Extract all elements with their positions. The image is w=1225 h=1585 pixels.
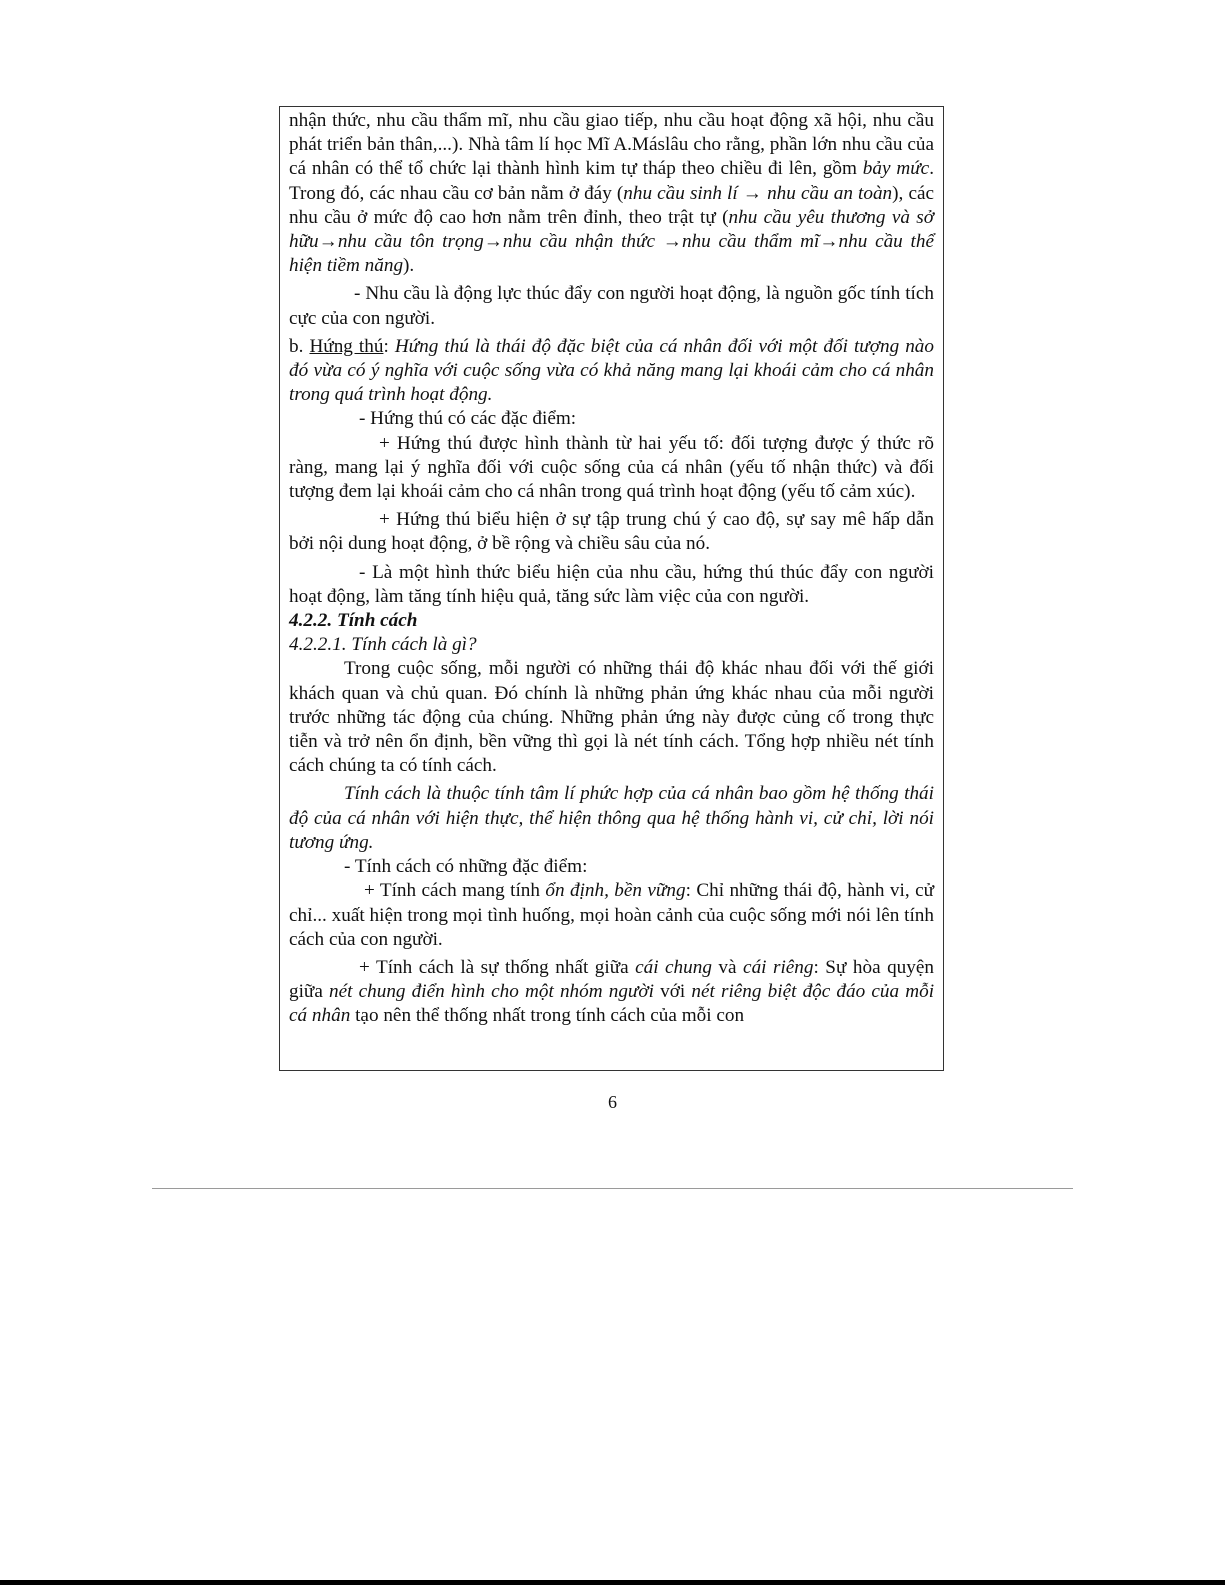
- paragraph-maslow: nhận thức, nhu cầu thẩm mĩ, nhu cầu giao tiếp, nhu cầu hoạt động xã hội, nhu cầu phát triển bản thân,...). Nhà tâm lí học Mĩ A.Máslâu cho rằng, phần lớn nhu cầu của cá nhân có thể tổ chức lại thành hình kim tự tháp theo chiều đi lên, gồm bảy mức. Trong đó, các nhau cầu cơ bản nằm ở đáy (nhu cầu sinh lí → nhu cầu an toàn), các nhu cầu ở mức độ cao hơn nằm trên đỉnh, theo trật tự (nhu cầu yêu thương và sở hữu→nhu cầu tôn trọng→nhu cầu nhận thức →nhu cầu thẩm mĩ→nhu cầu thể hiện tiềm năng).: [289, 110, 935, 277]
- paragraph-character-definition: Tính cách là thuộc tính tâm lí phức hợp của cá nhân bao gồm hệ thống thái độ của cá nhân với hiện thực, thể hiện thông qua hệ thống hành vi, cử chỉ, lời nói tương ứng.: [289, 783, 934, 853]
- paragraph-character-stability: + Tính cách mang tính ổn định, bền vững: Chỉ những thái độ, hành vi, cử chỉ... xuất hiện trong mọi tình huống, mọi hoàn cảnh của cuộc sống mới nói lên tính cách của con người.: [289, 880, 934, 950]
- section-heading: 4.2.2. Tính cách: [289, 610, 418, 632]
- paragraph-character-features: - Tính cách có những đặc điểm:: [344, 856, 588, 878]
- paragraph-interest-features: - Hứng thú có các đặc điểm:: [359, 408, 577, 430]
- paragraph-interest-factors: + Hứng thú được hình thành từ hai yếu tố: đối tượng được ý thức rõ ràng, mang lại ý nghĩa đối với cuộc sống của cá nhân (yếu tố nhận thức) và đối tượng đem lại khoái cảm cho cá nhân trong quá trình hoạt động (yếu tố cảm xúc).: [289, 432, 934, 503]
- text-frame: [279, 106, 944, 1071]
- paragraph-interest-role: - Là một hình thức biểu hiện của nhu cầu, hứng thú thúc đẩy con người hoạt động, làm tăng tính hiệu quả, tăng sức làm việc của con người.: [289, 561, 934, 607]
- paragraph-character-unity: + Tính cách là sự thống nhất giữa cái chung và cái riêng: Sự hòa quyện giữa nét chung điển hình cho một nhóm người với nét riêng biệt độc đáo của mỗi cá nhân tạo nên thể thống nhất trong tính cách của mỗi con: [289, 956, 935, 1027]
- interest-term: Hứng thú: [309, 335, 384, 357]
- subsection-heading: 4.2.2.1. Tính cách là gì?: [289, 634, 477, 656]
- paragraph-need-motivation: - Nhu cầu là động lực thúc đẩy con người hoạt động, là nguồn gốc tính tích cực của con người.: [289, 283, 934, 329]
- paragraph-interest-expression: + Hứng thú biểu hiện ở sự tập trung chú ý cao độ, sự say mê hấp dẫn bởi nội dung hoạt động, ở bề rộng và chiều sâu của nó.: [289, 509, 934, 555]
- page-separator: [152, 1188, 1073, 1189]
- page-bottom-edge: [0, 1580, 1225, 1585]
- paragraph-interest-definition: b. Hứng thú: Hứng thú là thái độ đặc biệt của cá nhân đối với một đối tượng nào đó vừa có ý nghĩa với cuộc sống vừa có khả năng mang lại khoái cảm cho cá nhân trong quá trình hoạt động.: [289, 335, 934, 406]
- page-number: 6: [608, 1092, 617, 1112]
- paragraph-character-intro: Trong cuộc sống, mỗi người có những thái độ khác nhau đối với thế giới khách quan và chủ quan. Đó chính là những phản ứng khác nhau của mỗi người trước những tác động của chúng. Những phản ứng này được củng cố trong thực tiễn và trở nên ổn định, bền vững thì gọi là nét tính cách. Tổng hợp nhiều nét tính cách chúng ta có tính cách.: [289, 658, 934, 777]
